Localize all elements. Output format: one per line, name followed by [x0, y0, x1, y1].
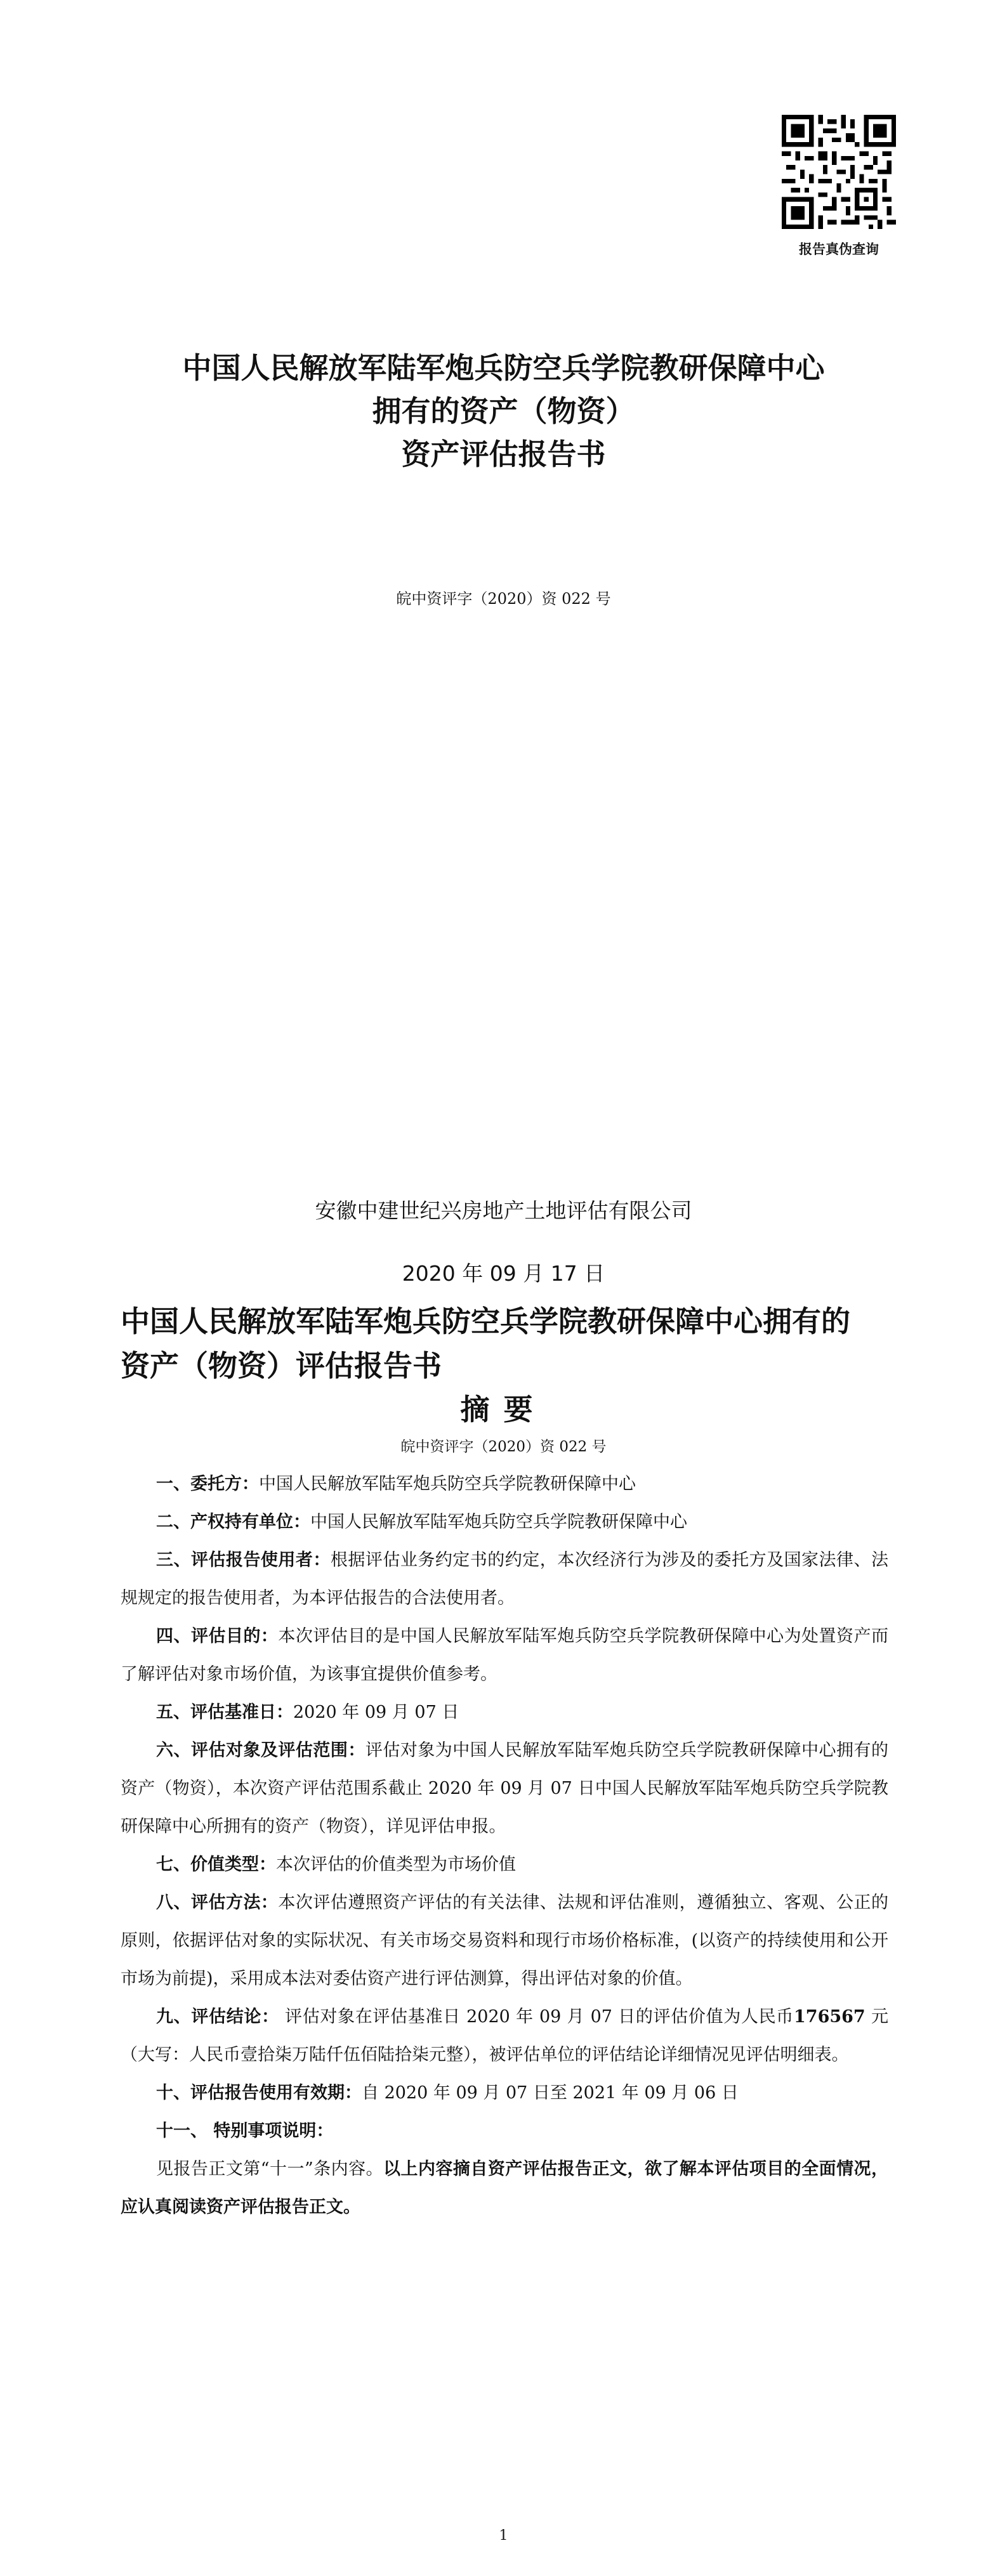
- summary-item: [121, 1694, 888, 1732]
- summary-title-line: 资产（物资）评估报告书: [121, 1349, 442, 1383]
- summary-item: [121, 1503, 888, 1541]
- cover-company: 安徽中建世纪兴房地产土地评估有限公司: [315, 1198, 692, 1223]
- special-notes-text: 见报告正文第“十一”条内容。: [156, 2159, 384, 2179]
- cover-report-number: 皖中资评字（2020）资 022 号: [396, 590, 611, 608]
- summary-item: [121, 1541, 888, 1618]
- item-label: 四、评估目的：: [156, 1626, 279, 1646]
- summary-item-special: [121, 2112, 888, 2150]
- item-label: 一、委托方：: [156, 1474, 259, 1494]
- summary-item-conclusion: [121, 1998, 888, 2074]
- item-text: 2020 年 09 月 07 日: [293, 1703, 459, 1722]
- special-notes: [121, 2150, 888, 2226]
- item-text: 根据评估业务约定书的约定，本次经济行为涉及的委托方及国家法律、法规规定的报告使用者，为本评估报告的合法使用者。: [121, 1550, 889, 1608]
- item-text: 自 2020 年 09 月 07 日至 2021 年 09 月 06 日: [362, 2083, 739, 2103]
- item-text: 本次评估遵照资产评估的有关法律、法规和评估准则，遵循独立、客观、公正的原则，依据评估对象的实际状况、有关市场交易资料和现行市场价格标准，(以资产的持续使用和公开市场为前提)，采用成本法对委估资产进行评估测算，得出评估对象的价值。: [121, 1893, 889, 1989]
- item-label: 十、评估报告使用有效期：: [156, 2083, 362, 2103]
- summary-content: [121, 1465, 888, 2226]
- item-label: 七、价值类型：: [156, 1855, 276, 1874]
- item-text: 本次评估的价值类型为市场价值: [276, 1855, 516, 1874]
- summary-item: [121, 1846, 888, 1884]
- item-label: 八、评估方法：: [156, 1893, 279, 1912]
- qr-caption: 报告真伪查询: [799, 241, 879, 257]
- item-label: 九、评估结论：: [156, 2007, 279, 2027]
- item-label: 三、评估报告使用者：: [156, 1550, 331, 1570]
- cover-date: 2020 年 09 月 17 日: [402, 1261, 605, 1286]
- summary-item: [121, 1732, 888, 1846]
- summary-item: [121, 1884, 888, 1998]
- item-text: 元（大写：人民币壹拾柒万陆仟伍佰陆拾柒元整），被评估单位的评估结论详细情况见评估明细表。: [121, 2007, 888, 2065]
- special-notes-bold: 以上内容摘自资产评估报告正文，欲了解本评估项目的全面情况，应认真阅读资产评估报告正文。: [121, 2159, 889, 2217]
- item-text: 评估对象在评估基准日 2020 年 09 月 07 日的评估价值为人民币: [279, 2007, 794, 2027]
- cover-title: [0, 346, 1007, 476]
- item-text: 中国人民解放军陆军炮兵防空兵学院教研保障中心: [259, 1474, 636, 1494]
- cover-title-line: 中国人民解放军陆军炮兵防空兵学院教研保障中心: [182, 351, 825, 385]
- summary-title: [121, 1299, 882, 1388]
- item-text: 中国人民解放军陆军炮兵防空兵学院教研保障中心: [310, 1512, 687, 1532]
- qr-code-graphic: [782, 115, 896, 229]
- item-label: 十一、 特别事项说明：: [156, 2121, 334, 2141]
- item-label: 六、评估对象及评估范围：: [156, 1741, 365, 1760]
- summary-title-line: 中国人民解放军陆军炮兵防空兵学院教研保障中心拥有的: [121, 1304, 850, 1338]
- cover-title-line: 拥有的资产（物资）: [372, 394, 635, 428]
- qr-code: [782, 115, 896, 229]
- item-text: 本次评估目的是中国人民解放军陆军炮兵防空兵学院教研保障中心为处置资产而了解评估对象市场价值，为该事宜提供价值参考。: [121, 1626, 889, 1684]
- summary-item-validity: [121, 2074, 888, 2112]
- appraised-value: 176567: [794, 2007, 865, 2027]
- summary-item: [121, 1465, 888, 1503]
- abstract-heading: 摘要: [460, 1392, 547, 1427]
- summary-report-number: 皖中资评字（2020）资 022 号: [400, 1439, 607, 1455]
- summary-item: [121, 1618, 888, 1694]
- item-label: 二、产权持有单位：: [156, 1512, 310, 1532]
- cover-title-line: 资产评估报告书: [401, 437, 606, 471]
- item-label: 五、评估基准日：: [156, 1703, 293, 1722]
- page-number: 1: [499, 2528, 508, 2544]
- item-text: 评估对象为中国人民解放军陆军炮兵防空兵学院教研保障中心拥有的资产（物资），本次资产评估范围系截止 2020 年 09 月 07 日中国人民解放军陆军炮兵防空兵学院教研保障中心所拥有的资产（物资），详见评估申报。: [121, 1741, 889, 1836]
